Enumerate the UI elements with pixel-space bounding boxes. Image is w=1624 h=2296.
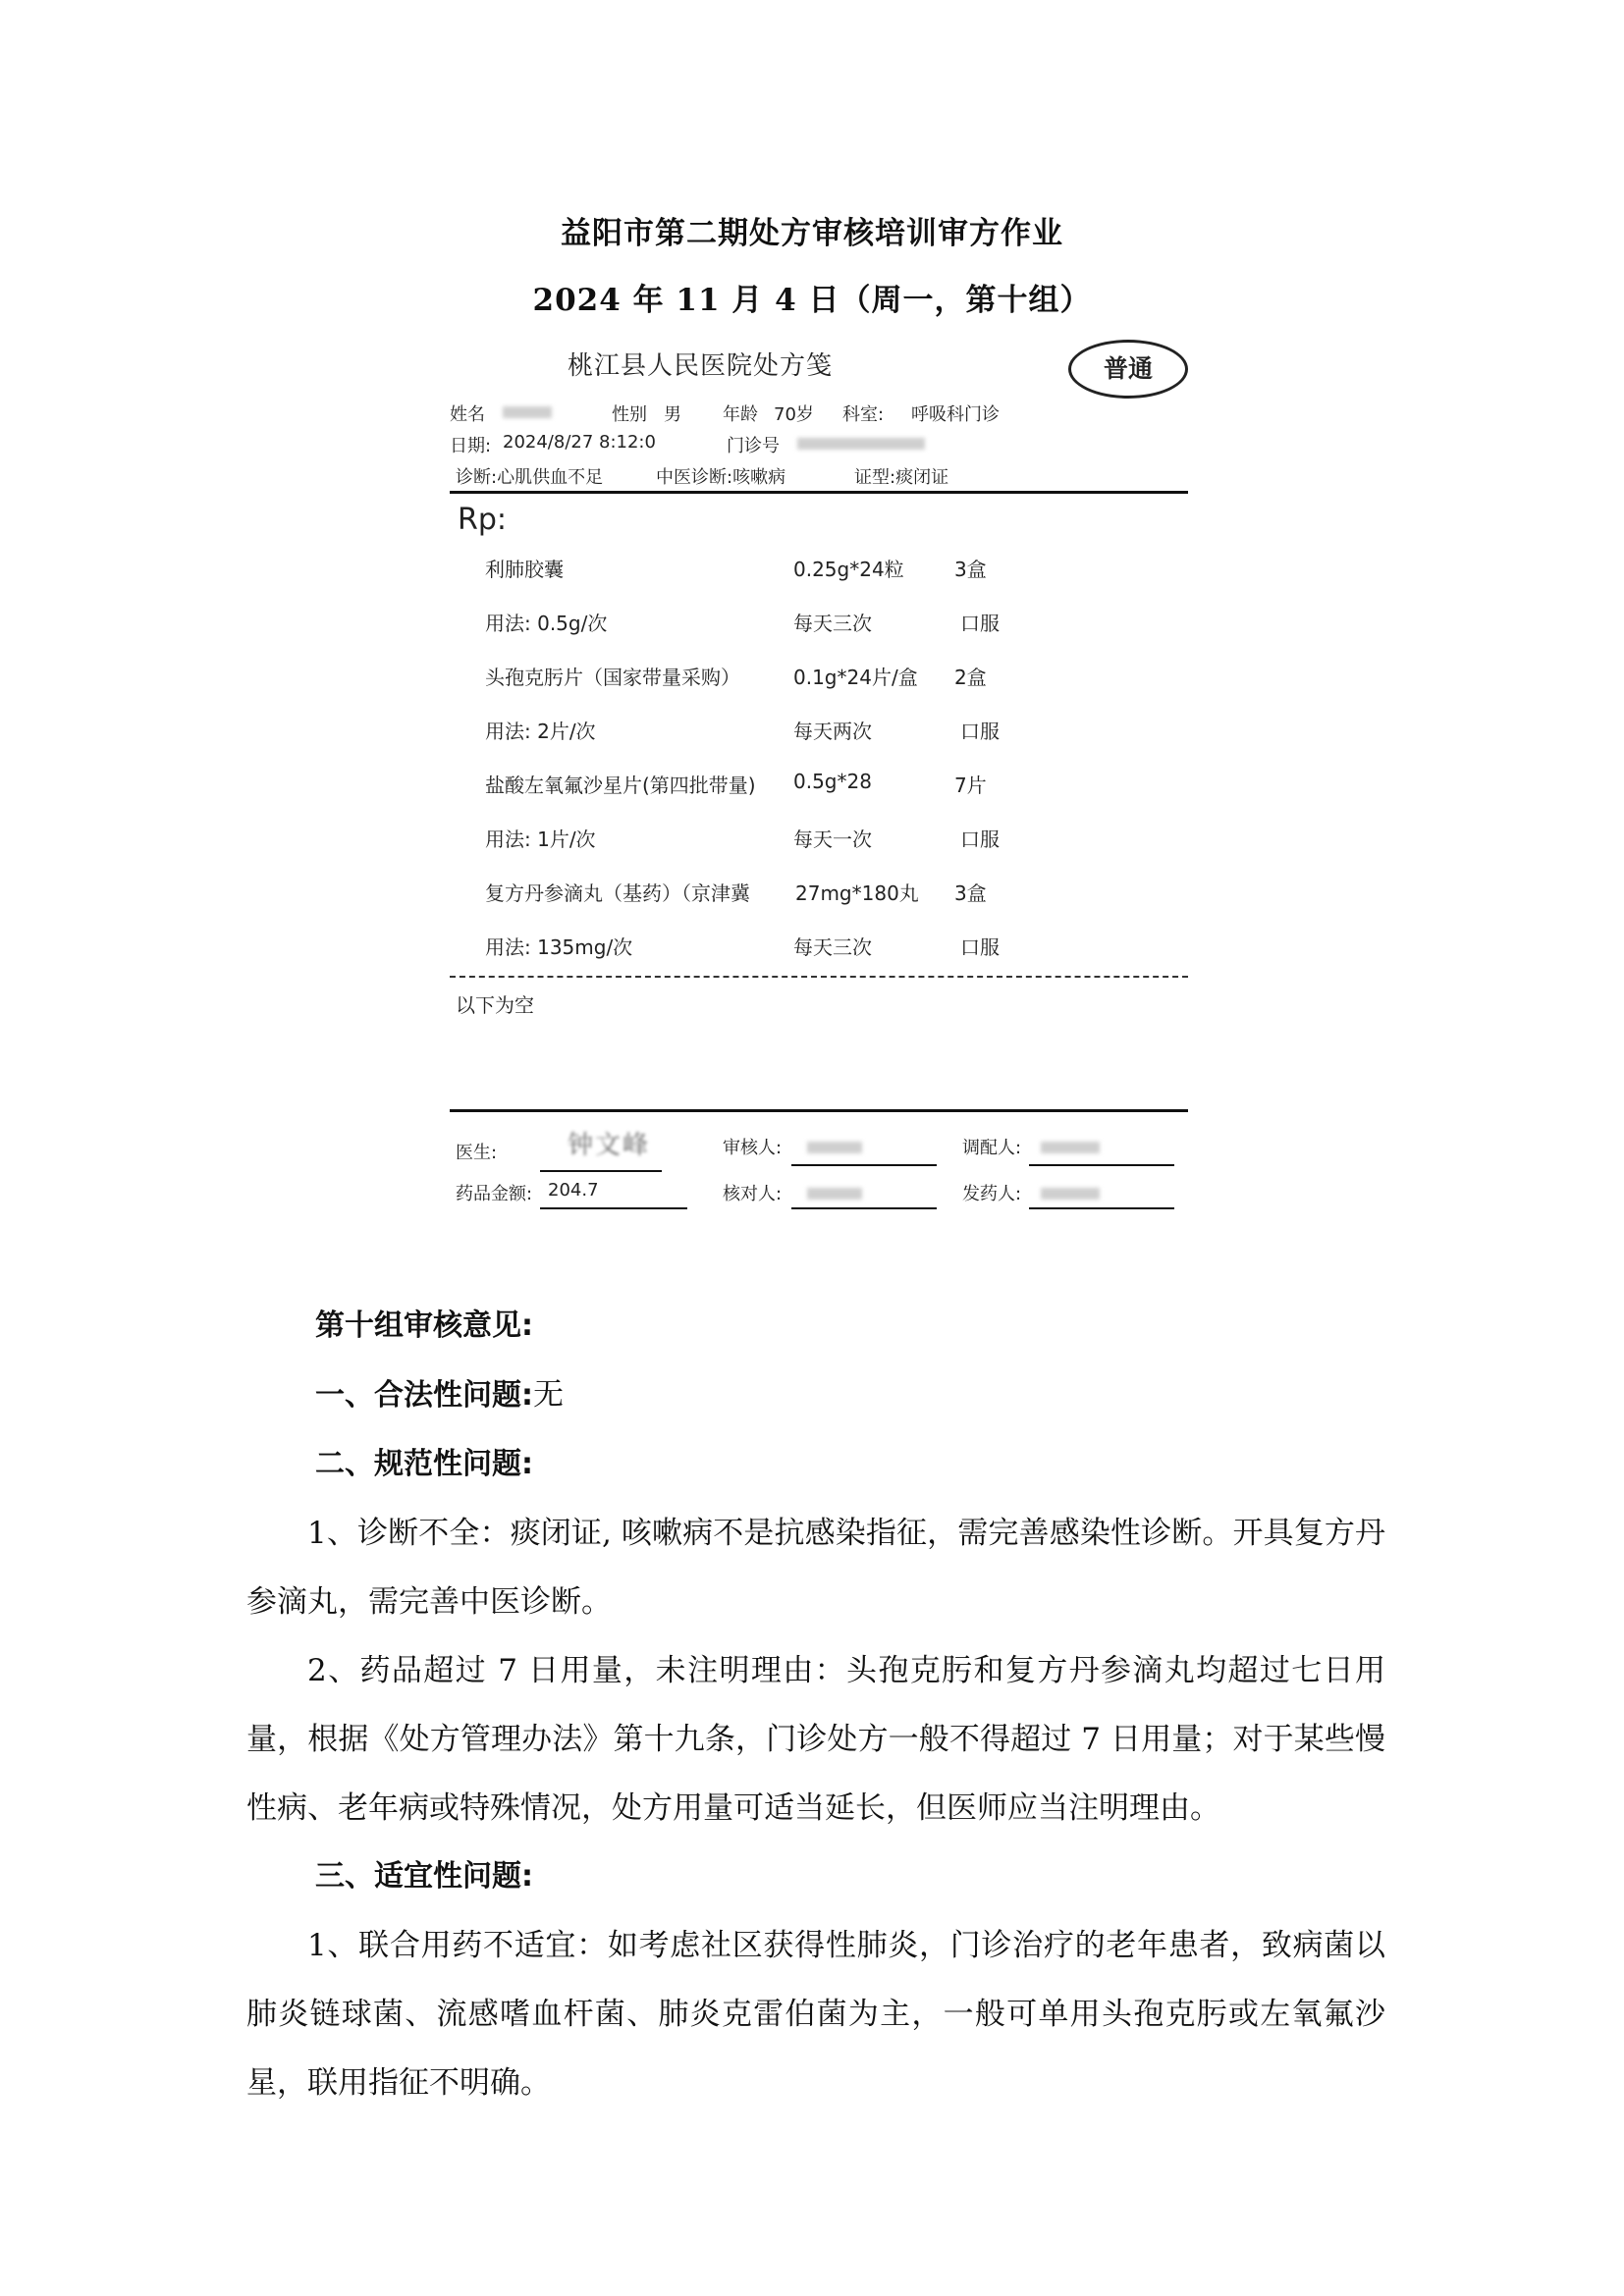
- diagnosis: 诊断:心肌供血不足: [456, 467, 604, 488]
- doctor-signature: 钟文峰: [568, 1131, 651, 1160]
- redacted-reviewer: [807, 1142, 862, 1153]
- redacted-dispenser: [1041, 1142, 1100, 1153]
- amount-label: 药品金额:: [456, 1184, 533, 1204]
- reviewer-label: 审核人:: [723, 1138, 783, 1158]
- checker-label: 核对人:: [723, 1184, 783, 1204]
- usage-frequency: 每天一次: [793, 828, 872, 851]
- document-subtitle: 2024 年 11 月 4 日（周一，第十组）: [532, 283, 1092, 318]
- clinic-no-label: 门诊号: [727, 436, 780, 456]
- drug-qty: 3盒: [954, 558, 987, 581]
- age-value: 70岁: [774, 404, 814, 425]
- sex-label: 性别: [612, 404, 647, 425]
- reviewer-line: [791, 1164, 937, 1166]
- amount-value: 204.7: [548, 1180, 599, 1201]
- name-label: 姓名: [450, 404, 485, 425]
- blank-below-note: 以下为空: [456, 993, 534, 1017]
- legal-issue: [315, 1361, 1385, 1430]
- issuer-label: 发药人:: [962, 1184, 1022, 1204]
- date-label: 日期:: [450, 436, 492, 456]
- usage-dose: 用法: 135mg/次: [485, 935, 633, 959]
- drug-spec: 0.25g*24粒: [793, 558, 904, 581]
- dashed-separator: [450, 976, 1188, 978]
- document-title: 益阳市第二期处方审核培训审方作业: [561, 216, 1063, 251]
- usage-dose: 用法: 1片/次: [485, 828, 596, 851]
- syndrome-type: 证型:痰闭证: [854, 467, 949, 488]
- normative-issue-1: 1、诊断不全：痰闭证, 咳嗽病不是抗感染指征，需完善感染性诊断。开具复方丹参滴丸，需完善中医诊断。: [246, 1516, 1385, 1620]
- dept-value: 呼吸科门诊: [911, 404, 1000, 425]
- hospital-title: 桃江县人民医院处方笺: [568, 351, 834, 381]
- suitability-issue-1: 1、联合用药不适宜：如考虑社区获得性肺炎，门诊治疗的老年患者，致病菌以肺炎链球菌、流感嗜血杆菌、肺炎克雷伯菌为主，一般可单用头孢克肟或左氧氟沙星，联用指征不明确。: [246, 1928, 1385, 2101]
- usage-dose: 用法: 0.5g/次: [485, 612, 608, 635]
- dispenser-label: 调配人:: [962, 1138, 1022, 1158]
- age-label: 年龄: [723, 404, 758, 425]
- usage-route: 口服: [960, 935, 1000, 959]
- drug-name: 利肺胶囊: [485, 558, 564, 581]
- header-rule: [450, 491, 1188, 494]
- tcm-diagnosis: 中医诊断:咳嗽病: [656, 467, 786, 488]
- drug-qty: 3盒: [954, 881, 987, 905]
- drug-name: 头孢克肟片（国家带量采购）: [485, 666, 740, 689]
- usage-route: 口服: [960, 720, 1000, 743]
- sex-value: 男: [664, 404, 681, 425]
- review-heading: 第十组审核意见:: [315, 1308, 533, 1343]
- dept-label: 科室:: [842, 404, 885, 425]
- drug-name: 盐酸左氧氟沙星片(第四批带量): [485, 774, 756, 797]
- prescription-slip: [450, 334, 1188, 1217]
- redacted-patient-name: [503, 406, 552, 418]
- prescription-type-stamp: 普通: [1068, 340, 1188, 399]
- drug-spec: 0.5g*28: [793, 770, 872, 793]
- review-opinion: [246, 1292, 1385, 2117]
- doctor-signature-line: [540, 1170, 662, 1172]
- issuer-line: [1029, 1207, 1174, 1209]
- usage-frequency: 每天两次: [793, 720, 872, 743]
- dispenser-line: [1029, 1164, 1174, 1166]
- usage-route: 口服: [960, 612, 1000, 635]
- doctor-label: 医生:: [456, 1143, 498, 1163]
- usage-dose: 用法: 2片/次: [485, 720, 596, 743]
- redacted-clinic-no: [797, 438, 925, 450]
- rp-label: Rp:: [458, 503, 507, 537]
- drug-qty: 7片: [954, 774, 987, 797]
- normative-issue-2: 2、药品超过 7 日用量，未注明理由：头孢克肟和复方丹参滴丸均超过七日用量，根据《处方管理办法》第十九条，门诊处方一般不得超过 7 日用量；对于某些慢性病、老年病或特殊情况，处方用量可适当延长，但医师应当注明理由。: [246, 1653, 1385, 1826]
- drug-spec: 0.1g*24片/盒: [793, 666, 918, 689]
- drug-spec: 27mg*180丸: [795, 881, 919, 905]
- drug-qty: 2盒: [954, 666, 987, 689]
- usage-route: 口服: [960, 828, 1000, 851]
- legal-issue-value: 无: [533, 1377, 564, 1413]
- usage-frequency: 每天三次: [793, 935, 872, 959]
- suitability-issue-heading: 三、适宜性问题:: [315, 1859, 533, 1894]
- drug-name: 复方丹参滴丸（基药）（京津冀: [485, 881, 750, 905]
- usage-frequency: 每天三次: [793, 612, 872, 635]
- redacted-issuer: [1041, 1188, 1100, 1200]
- amount-line: [540, 1207, 687, 1209]
- redacted-checker: [807, 1188, 862, 1200]
- checker-line: [791, 1207, 937, 1209]
- date-value: 2024/8/27 8:12:0: [503, 432, 656, 453]
- legal-issue-label: 一、合法性问题:: [315, 1378, 533, 1413]
- footer-rule: [450, 1109, 1188, 1112]
- normative-issue-heading: 二、规范性问题:: [315, 1447, 533, 1481]
